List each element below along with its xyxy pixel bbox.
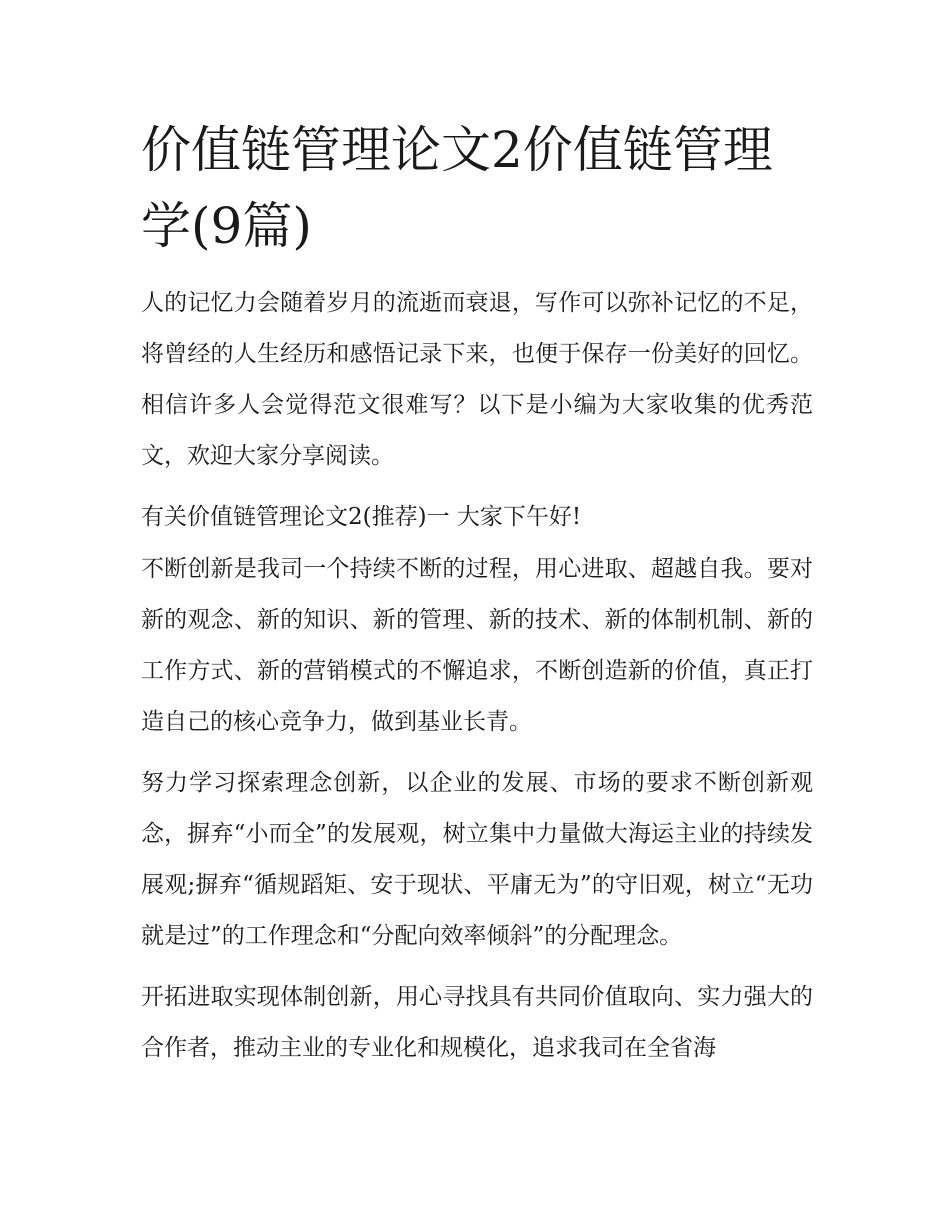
innovation-paragraph: 不断创新是我司一个持续不断的过程，用心进取、超越自我。要对新的观念、新的知识、新的管理、新的技术、新的体制机制、新的工作方式、新的营销模式的不懈追求，不断创造新的价值，真正打造自己的核心竞争力，做到基业长青。 [141, 556, 813, 735]
document-page [141, 112, 813, 1084]
intro-paragraph: 人的记忆力会随着岁月的流逝而衰退，写作可以弥补记忆的不足，将曾经的人生经历和感悟记录下来，也便于保存一份美好的回忆。相信许多人会觉得范文很难写？以下是小编为大家收集的优秀范文，欢迎大家分享阅读。 [141, 290, 813, 469]
document-title: 价值链管理论文2价值链管理学(9篇) [141, 121, 773, 255]
system-innovation-paragraph: 开拓进取实现体制创新，用心寻找具有共同价值取向、实力强大的合作者，推动主业的专业化和规模化，追求我司在全省海 [141, 984, 813, 1061]
greeting-paragraph: 有关价值链管理论文2(推荐)一 大家下午好! [141, 504, 582, 530]
concept-innovation-paragraph: 努力学习探索理念创新，以企业的发展、市场的要求不断创新观念，摒弃“小而全”的发展观，树立集中力量做大海运主业的持续发展观;摒弃“循规蹈矩、安于现状、平庸无为”的守旧观，树立“无功就是过”的工作理念和“分配向效率倾斜”的分配理念。 [141, 770, 813, 949]
